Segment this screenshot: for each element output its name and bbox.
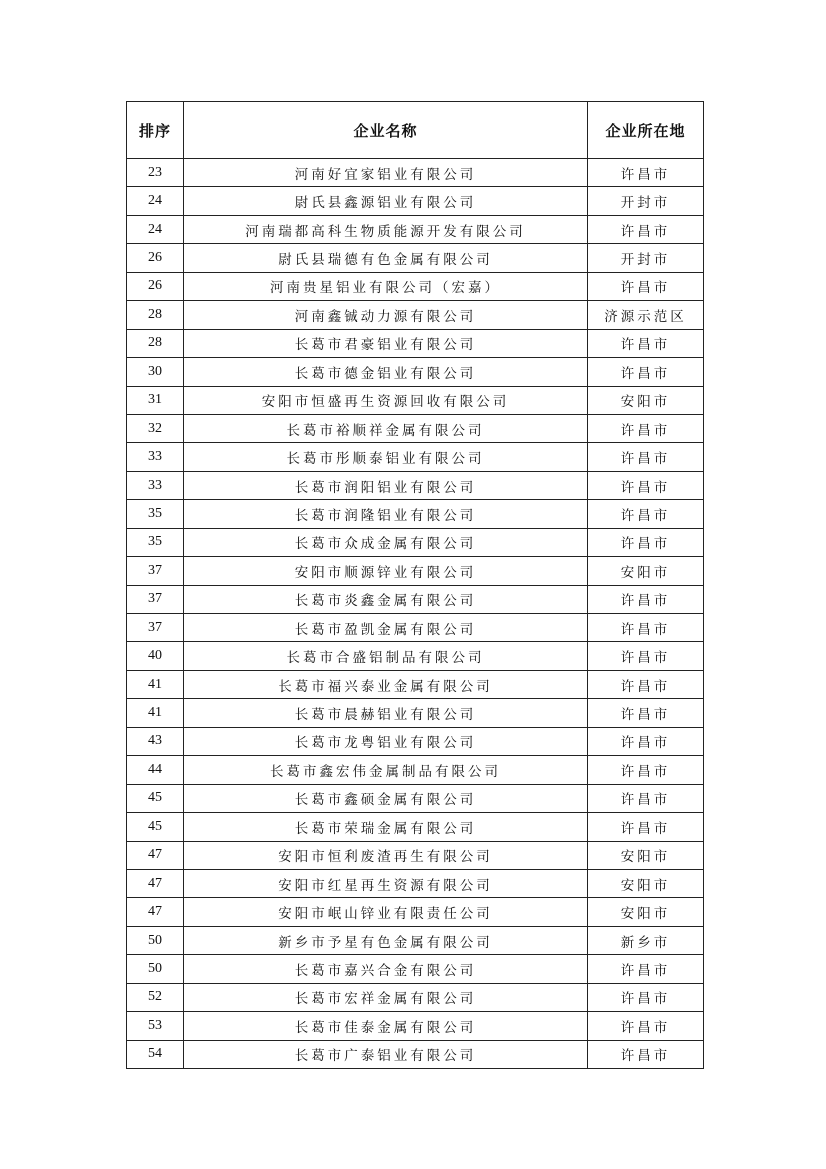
enterprise-name-cell: 长葛市盈凯金属有限公司 xyxy=(184,614,588,642)
rank-cell: 23 xyxy=(127,159,184,187)
table-row xyxy=(127,1012,704,1040)
rank-cell: 50 xyxy=(127,926,184,954)
enterprise-name-cell: 长葛市君豪铝业有限公司 xyxy=(184,329,588,357)
enterprise-name-cell: 长葛市宏祥金属有限公司 xyxy=(184,983,588,1011)
location-cell: 许昌市 xyxy=(588,955,704,983)
location-cell: 安阳市 xyxy=(588,386,704,414)
location-cell: 许昌市 xyxy=(588,642,704,670)
location-cell: 许昌市 xyxy=(588,670,704,698)
rank-cell: 41 xyxy=(127,670,184,698)
location-cell: 许昌市 xyxy=(588,614,704,642)
location-cell: 安阳市 xyxy=(588,557,704,585)
enterprise-name-cell: 长葛市福兴泰业金属有限公司 xyxy=(184,670,588,698)
location-cell: 安阳市 xyxy=(588,898,704,926)
rank-cell: 54 xyxy=(127,1040,184,1068)
enterprise-name-cell: 长葛市晨赫铝业有限公司 xyxy=(184,699,588,727)
location-cell: 许昌市 xyxy=(588,414,704,442)
rank-cell: 30 xyxy=(127,358,184,386)
table-row xyxy=(127,244,704,272)
enterprise-name-cell: 安阳市恒利废渣再生有限公司 xyxy=(184,841,588,869)
location-cell: 许昌市 xyxy=(588,159,704,187)
rank-cell: 26 xyxy=(127,272,184,300)
enterprise-name-cell: 安阳市恒盛再生资源回收有限公司 xyxy=(184,386,588,414)
table-row xyxy=(127,272,704,300)
table-row xyxy=(127,557,704,585)
rank-cell: 40 xyxy=(127,642,184,670)
location-cell: 许昌市 xyxy=(588,272,704,300)
enterprise-ranking-table xyxy=(126,101,704,1069)
header-enterprise-name: 企业名称 xyxy=(184,102,588,159)
rank-cell: 43 xyxy=(127,727,184,755)
enterprise-name-cell: 长葛市裕顺祥金属有限公司 xyxy=(184,414,588,442)
enterprise-name-cell: 长葛市德金铝业有限公司 xyxy=(184,358,588,386)
table-row xyxy=(127,1040,704,1068)
enterprise-name-cell: 长葛市炎鑫金属有限公司 xyxy=(184,585,588,613)
location-cell: 开封市 xyxy=(588,244,704,272)
location-cell: 许昌市 xyxy=(588,813,704,841)
table-row xyxy=(127,756,704,784)
location-cell: 许昌市 xyxy=(588,471,704,499)
table-row xyxy=(127,443,704,471)
rank-cell: 35 xyxy=(127,528,184,556)
rank-cell: 37 xyxy=(127,614,184,642)
enterprise-name-cell: 安阳市红星再生资源有限公司 xyxy=(184,869,588,897)
rank-cell: 50 xyxy=(127,955,184,983)
enterprise-name-cell: 河南好宜家铝业有限公司 xyxy=(184,159,588,187)
location-cell: 安阳市 xyxy=(588,869,704,897)
enterprise-name-cell: 尉氏县瑞德有色金属有限公司 xyxy=(184,244,588,272)
rank-cell: 47 xyxy=(127,841,184,869)
location-cell: 许昌市 xyxy=(588,784,704,812)
rank-cell: 32 xyxy=(127,414,184,442)
table-row xyxy=(127,699,704,727)
rank-cell: 26 xyxy=(127,244,184,272)
rank-cell: 41 xyxy=(127,699,184,727)
enterprise-name-cell: 长葛市润隆铝业有限公司 xyxy=(184,500,588,528)
location-cell: 济源示范区 xyxy=(588,301,704,329)
table-row xyxy=(127,813,704,841)
location-cell: 新乡市 xyxy=(588,926,704,954)
location-cell: 安阳市 xyxy=(588,841,704,869)
enterprise-name-cell: 安阳市岷山锌业有限责任公司 xyxy=(184,898,588,926)
location-cell: 开封市 xyxy=(588,187,704,215)
table-row xyxy=(127,614,704,642)
rank-cell: 52 xyxy=(127,983,184,1011)
enterprise-name-cell: 长葛市荣瑞金属有限公司 xyxy=(184,813,588,841)
table-header-row xyxy=(127,102,704,159)
table-row xyxy=(127,869,704,897)
location-cell: 许昌市 xyxy=(588,528,704,556)
table-row xyxy=(127,841,704,869)
location-cell: 许昌市 xyxy=(588,329,704,357)
table-row xyxy=(127,955,704,983)
location-cell: 许昌市 xyxy=(588,500,704,528)
rank-cell: 47 xyxy=(127,869,184,897)
enterprise-name-cell: 河南鑫铖动力源有限公司 xyxy=(184,301,588,329)
enterprise-name-cell: 长葛市嘉兴合金有限公司 xyxy=(184,955,588,983)
rank-cell: 24 xyxy=(127,187,184,215)
location-cell: 许昌市 xyxy=(588,756,704,784)
location-cell: 许昌市 xyxy=(588,699,704,727)
table-row xyxy=(127,301,704,329)
rank-cell: 44 xyxy=(127,756,184,784)
table-row xyxy=(127,187,704,215)
enterprise-name-cell: 长葛市润阳铝业有限公司 xyxy=(184,471,588,499)
rank-cell: 37 xyxy=(127,557,184,585)
rank-cell: 45 xyxy=(127,784,184,812)
table-row xyxy=(127,500,704,528)
enterprise-name-cell: 河南贵星铝业有限公司（宏嘉） xyxy=(184,272,588,300)
table-row xyxy=(127,670,704,698)
location-cell: 许昌市 xyxy=(588,585,704,613)
enterprise-name-cell: 长葛市广泰铝业有限公司 xyxy=(184,1040,588,1068)
table-row xyxy=(127,898,704,926)
location-cell: 许昌市 xyxy=(588,1012,704,1040)
rank-cell: 45 xyxy=(127,813,184,841)
location-cell: 许昌市 xyxy=(588,983,704,1011)
table-row xyxy=(127,159,704,187)
rank-cell: 33 xyxy=(127,443,184,471)
table-row xyxy=(127,528,704,556)
enterprise-name-cell: 长葛市龙粤铝业有限公司 xyxy=(184,727,588,755)
table-row xyxy=(127,386,704,414)
rank-cell: 37 xyxy=(127,585,184,613)
rank-cell: 53 xyxy=(127,1012,184,1040)
rank-cell: 28 xyxy=(127,329,184,357)
enterprise-name-cell: 新乡市予星有色金属有限公司 xyxy=(184,926,588,954)
table-row xyxy=(127,727,704,755)
table-row xyxy=(127,585,704,613)
enterprise-name-cell: 长葛市鑫硕金属有限公司 xyxy=(184,784,588,812)
rank-cell: 28 xyxy=(127,301,184,329)
enterprise-name-cell: 长葛市鑫宏伟金属制品有限公司 xyxy=(184,756,588,784)
enterprise-name-cell: 长葛市众成金属有限公司 xyxy=(184,528,588,556)
table-body xyxy=(127,159,704,1069)
rank-cell: 47 xyxy=(127,898,184,926)
enterprise-name-cell: 河南瑞都高科生物质能源开发有限公司 xyxy=(184,215,588,243)
table-row xyxy=(127,642,704,670)
header-rank: 排序 xyxy=(127,102,184,159)
rank-cell: 35 xyxy=(127,500,184,528)
location-cell: 许昌市 xyxy=(588,727,704,755)
enterprise-name-cell: 安阳市顺源锌业有限公司 xyxy=(184,557,588,585)
table-row xyxy=(127,215,704,243)
location-cell: 许昌市 xyxy=(588,358,704,386)
table-row xyxy=(127,926,704,954)
enterprise-name-cell: 长葛市佳泰金属有限公司 xyxy=(184,1012,588,1040)
location-cell: 许昌市 xyxy=(588,443,704,471)
table-row xyxy=(127,471,704,499)
location-cell: 许昌市 xyxy=(588,215,704,243)
enterprise-name-cell: 尉氏县鑫源铝业有限公司 xyxy=(184,187,588,215)
rank-cell: 24 xyxy=(127,215,184,243)
location-cell: 许昌市 xyxy=(588,1040,704,1068)
table-row xyxy=(127,784,704,812)
rank-cell: 33 xyxy=(127,471,184,499)
enterprise-name-cell: 长葛市彤顺泰铝业有限公司 xyxy=(184,443,588,471)
table-row xyxy=(127,414,704,442)
rank-cell: 31 xyxy=(127,386,184,414)
header-location: 企业所在地 xyxy=(588,102,704,159)
enterprise-name-cell: 长葛市合盛铝制品有限公司 xyxy=(184,642,588,670)
table-row xyxy=(127,329,704,357)
table-row xyxy=(127,358,704,386)
table-row xyxy=(127,983,704,1011)
